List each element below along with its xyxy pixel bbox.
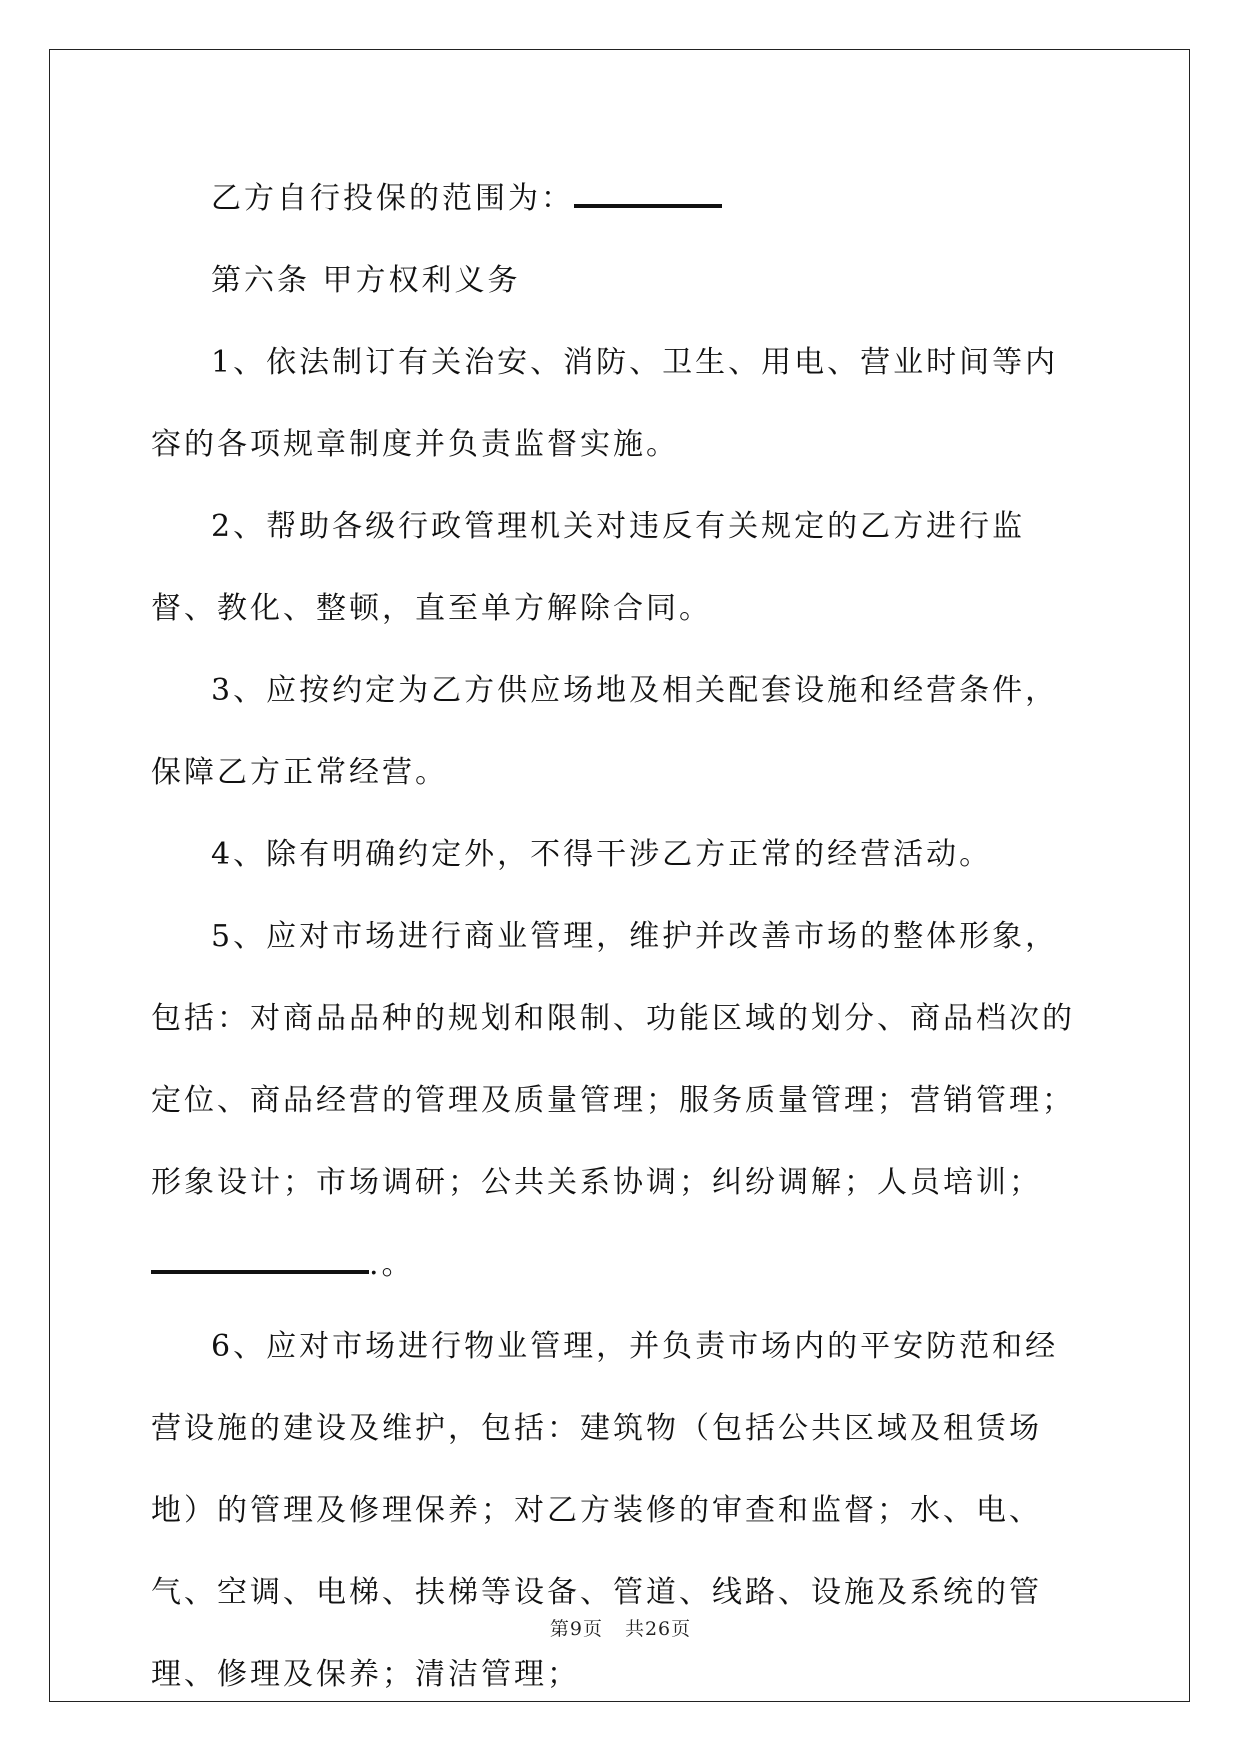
page-footer: [0, 1614, 1241, 1641]
fill-in-blank[interactable]: [151, 1248, 369, 1274]
paragraph-insurance-scope: [151, 158, 1091, 240]
clause-text: 5、应对市场进行商业管理，维护并改善市场的整体形象，包括：对商品品种的规划和限制、功能区域的划分、商品档次的定位、商品经营的管理及质量管理；服务质量管理；营销管理；形象设计；市场调研；公共关系协调；纠纷调解；人员培训；: [151, 919, 1075, 1200]
clause-4: [151, 814, 1091, 896]
clause-5: [151, 896, 1091, 1306]
clause-text: 3、应按约定为乙方供应场地及相关配套设施和经营条件，保障乙方正常经营。: [151, 673, 1059, 790]
clause-text: 6、应对市场进行物业管理，并负责市场内的平安防范和经营设施的建设及维护，包括：建筑物（包括公共区域及租赁场地）的管理及修理保养；对乙方装修的审查和监督；水、电、气、空调、电梯、扶梯等设备、管道、线路、设施及系统的管理、修理及保养；清洁管理；: [151, 1329, 1059, 1692]
clause-3: [151, 650, 1091, 814]
page-number: 第9页: [549, 1618, 603, 1640]
document-body: [151, 158, 1091, 1716]
section-heading-text: 第六条 甲方权利义务: [211, 263, 521, 298]
page-total: 共26页: [624, 1618, 692, 1640]
paragraph-text: 乙方自行投保的范围为：: [211, 181, 574, 216]
clause-text: 1、依法制订有关治安、消防、卫生、用电、营业时间等内容的各项规章制度并负责监督实施。: [151, 345, 1059, 462]
fill-in-blank[interactable]: [574, 182, 722, 208]
section-heading: [151, 240, 1091, 322]
clause-6: [151, 1306, 1091, 1716]
clause-text: 4、除有明确约定外，不得干涉乙方正常的经营活动。: [211, 837, 993, 872]
clause-2: [151, 486, 1091, 650]
clause-text: 2、帮助各级行政管理机关对违反有关规定的乙方进行监督、教化、整顿，直至单方解除合同。: [151, 509, 1026, 626]
clause-1: [151, 322, 1091, 486]
clause-tail: .。: [369, 1247, 415, 1282]
